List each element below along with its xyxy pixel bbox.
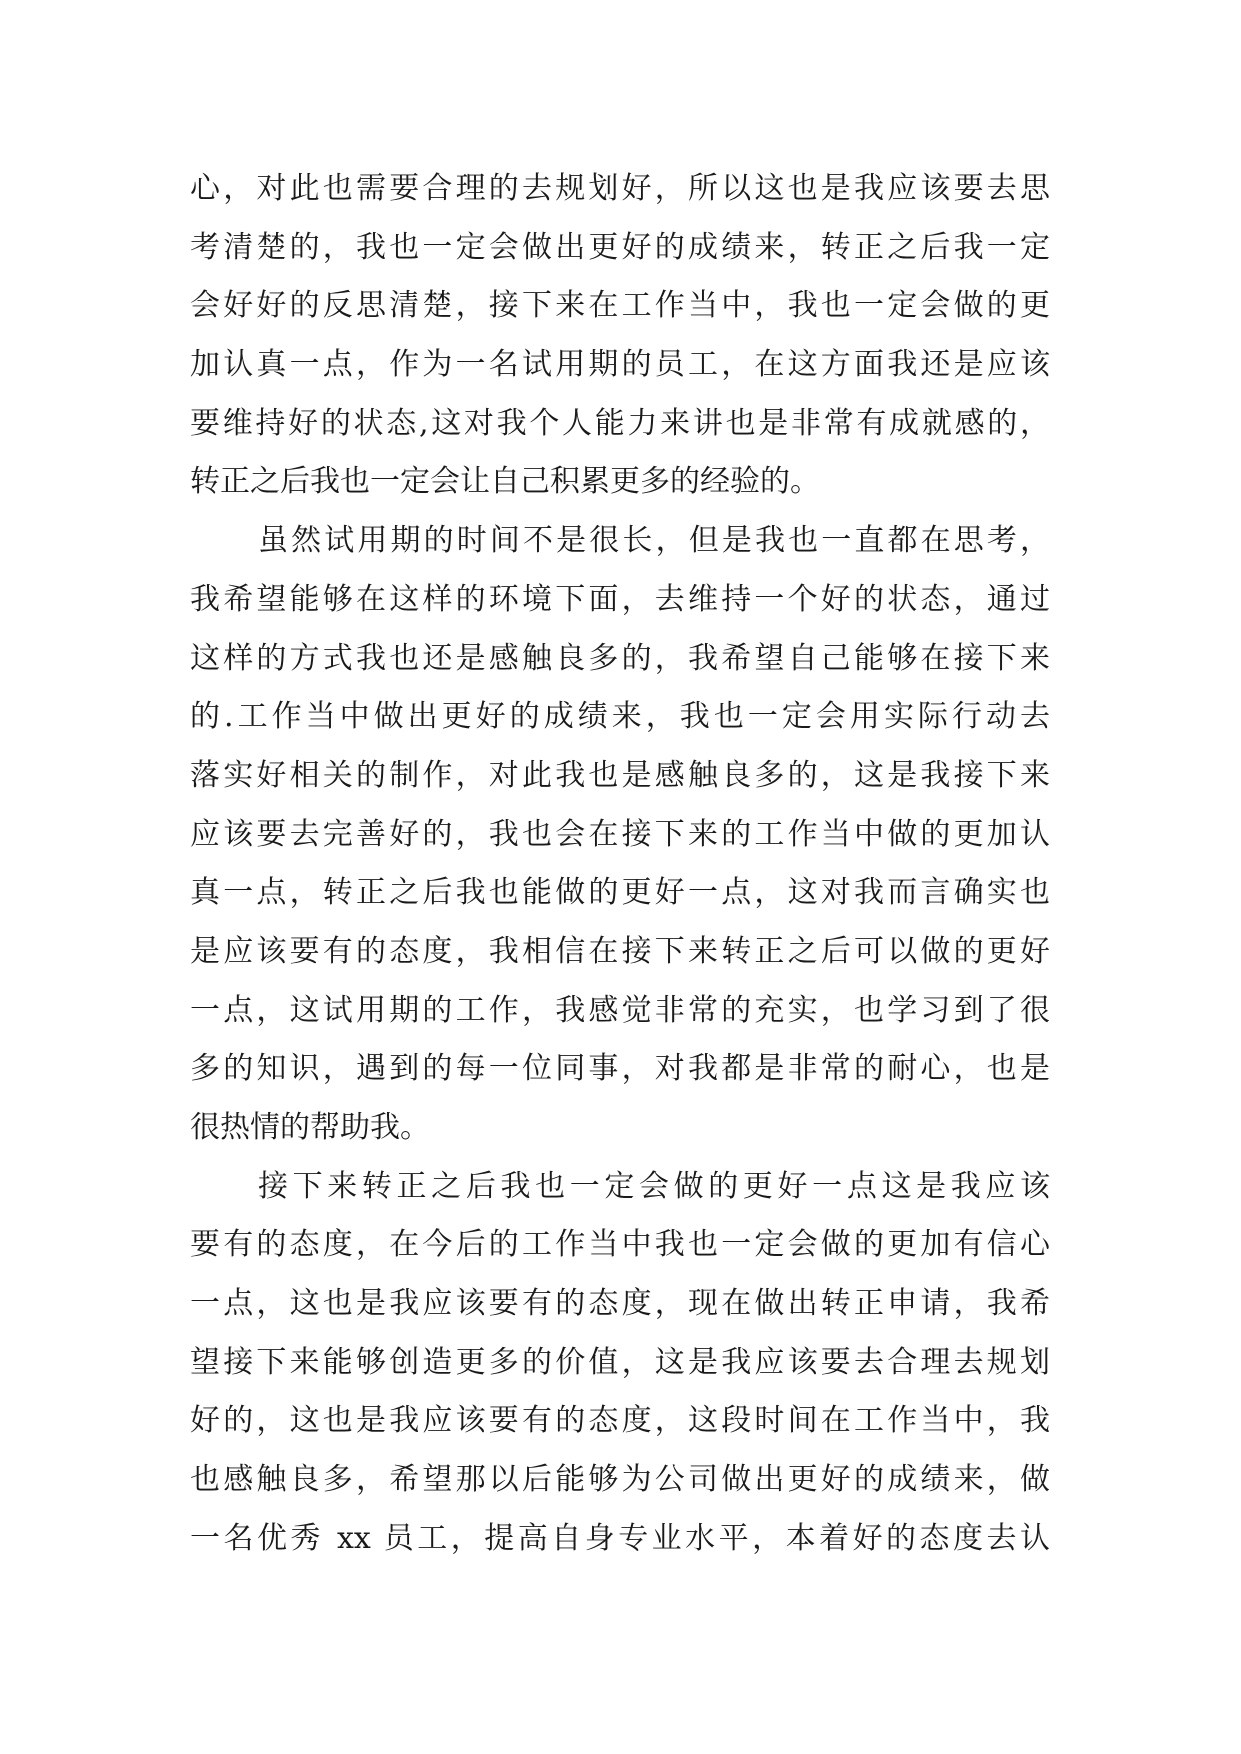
text-line: 虽然试用期的时间不是很长，但是我也一直都在思考， — [258, 523, 1050, 559]
text-line: 转正之后我也一定会让自己积累更多的经验的。 — [190, 464, 820, 500]
text-line: 是应该要有的态度，我相信在接下来转正之后可以做的更好 — [190, 933, 1050, 969]
text-line: 加认真一点，作为一名试用期的员工，在这方面我还是应该 — [190, 347, 1050, 383]
text-line: 这样的方式我也还是感触良多的，我希望自己能够在接下来 — [190, 640, 1050, 676]
text-line: 的.工作当中做出更好的成绩来，我也一定会用实际行动去 — [190, 699, 1050, 735]
text-line: 我希望能够在这样的环境下面，去维持一个好的状态，通过 — [190, 581, 1050, 617]
text-line: 很热情的帮助我。 — [190, 1110, 430, 1145]
text-line: 应该要去完善好的，我也会在接下来的工作当中做的更加认 — [190, 816, 1050, 852]
text-line: 一点，这也是我应该要有的态度，现在做出转正申请，我希 — [190, 1286, 1050, 1322]
text-line: 多的知识，遇到的每一位同事，对我都是非常的耐心，也是 — [190, 1051, 1050, 1087]
text-line: 心，对此也需要合理的去规划好，所以这也是我应该要去思 — [190, 171, 1050, 206]
text-line: 接下来转正之后我也一定会做的更好一点这是我应该 — [258, 1168, 1050, 1204]
document-body — [190, 160, 1050, 1569]
text-line: 落实好相关的制作，对此我也是感触良多的，这是我接下来 — [190, 757, 1050, 793]
text-line: 考清楚的，我也一定会做出更好的成绩来，转正之后我一定 — [190, 229, 1050, 265]
text-line: 一名优秀 xx 员工，提高自身专业水平，本着好的态度去认 — [190, 1520, 1050, 1556]
text-line: 一点，这试用期的工作，我感觉非常的充实，也学习到了很 — [190, 992, 1050, 1028]
text-line: 也感触良多，希望那以后能够为公司做出更好的成绩来，做 — [190, 1462, 1050, 1498]
text-line: 望接下来能够创造更多的价值，这是我应该要去合理去规划 — [190, 1344, 1050, 1380]
text-line: 真一点，转正之后我也能做的更好一点，这对我而言确实也 — [190, 875, 1050, 911]
text-line: 要维持好的状态,这对我个人能力来讲也是非常有成就感的， — [190, 405, 1050, 441]
text-line: 要有的态度，在今后的工作当中我也一定会做的更加有信心 — [190, 1227, 1050, 1263]
text-line: 会好好的反思清楚，接下来在工作当中，我也一定会做的更 — [190, 288, 1050, 324]
text-line: 好的，这也是我应该要有的态度，这段时间在工作当中，我 — [190, 1403, 1050, 1439]
